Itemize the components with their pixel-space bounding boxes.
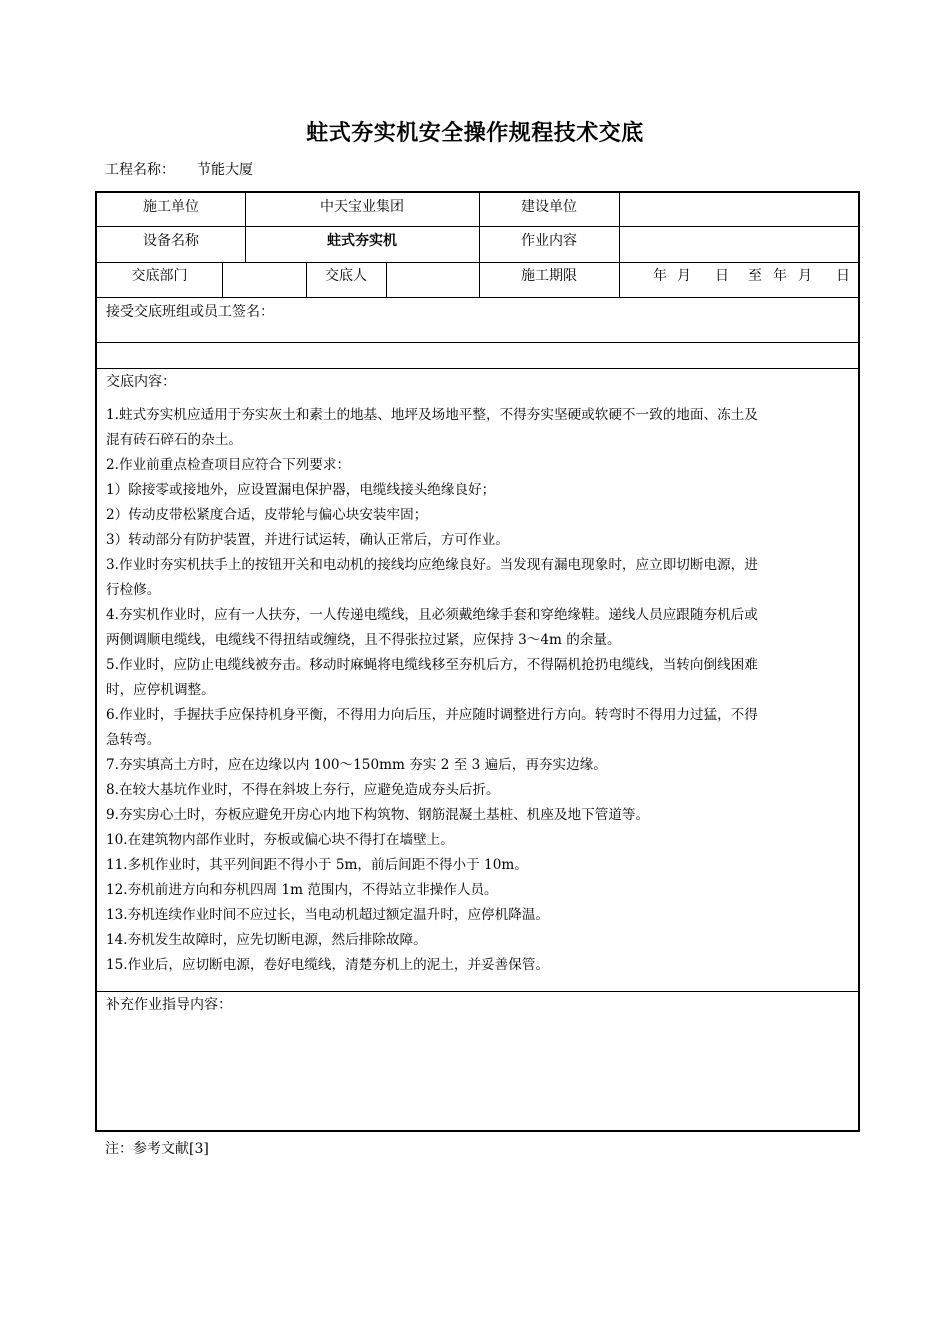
column-divider	[222, 262, 223, 297]
document-title: 蛀式夯实机安全操作规程技术交底	[306, 121, 644, 146]
content-line: 15.作业后，应切断电源，卷好电缆线，清楚夯机上的泥土，并妥善保管。	[106, 957, 550, 973]
discloser-label: 交底人	[325, 268, 367, 284]
row-divider	[97, 262, 858, 263]
project-name-label: 工程名称：	[105, 162, 175, 178]
period-to: 至	[748, 268, 762, 284]
period-day: 日	[836, 268, 850, 284]
supplement-label: 补充作业指导内容：	[106, 997, 232, 1013]
period-month: 月	[798, 268, 812, 284]
content-line: 2.作业前重点检查项目应符合下列要求：	[106, 457, 351, 473]
period-year: 年	[773, 268, 787, 284]
content-list	[106, 403, 854, 978]
content-label: 交底内容：	[106, 374, 176, 390]
equipment-label: 设备名称	[143, 233, 199, 249]
row-divider	[97, 368, 858, 369]
disclosure-table	[95, 191, 860, 1132]
content-line: 行检修。	[106, 582, 161, 598]
content-line: 4.夯实机作业时，应有一人扶夯，一人传递电缆线，且必须戴绝缘手套和穿绝缘鞋。递线人员应跟随夯机后或	[106, 607, 758, 623]
column-divider	[386, 262, 387, 297]
content-line: 急转弯。	[106, 732, 161, 748]
work-content-label: 作业内容	[521, 233, 577, 249]
content-line: 9.夯实房心土时，夯板应避免开房心内地下构筑物、钢筋混凝土基桩、机座及地下管道等。	[106, 807, 650, 823]
row-divider	[97, 342, 858, 343]
period-value	[653, 266, 853, 286]
period-label: 施工期限	[521, 268, 577, 284]
content-line: 8.在较大基坑作业时，不得在斜坡上夯行，应避免造成夯头后折。	[106, 782, 500, 798]
content-line: 6.作业时，手握扶手应保持机身平衡，不得用力向后压，并应随时调整进行方向。转弯时不得用力过猛，不得	[106, 707, 758, 723]
content-line: 11.多机作业时，其平列间距不得小于 5m，前后间距不得小于 10m。	[106, 857, 528, 873]
column-divider	[619, 193, 620, 297]
project-name-value: 节能大厦	[197, 162, 253, 178]
row-divider	[97, 226, 858, 227]
content-line: 3.作业时夯实机扶手上的按钮开关和电动机的接线均应绝缘良好。当发现有漏电现象时，应立即切断电源，进	[106, 557, 758, 573]
construction-unit-value: 中天宝业集团	[320, 199, 404, 215]
period-month: 月	[677, 268, 691, 284]
disclosure-dept-label: 交底部门	[131, 268, 188, 284]
content-line: 5.作业时，应防止电缆线被夯击。移动时麻蝇将电缆线移至夯机后方，不得隔机抢扔电缆线，当转向倒线困难	[106, 657, 758, 673]
reference-note: 注：参考文献[3]	[105, 1141, 209, 1157]
content-line: 混有砖石碎石的杂土。	[106, 432, 242, 448]
sign-label: 接受交底班组或员工签名：	[106, 304, 274, 320]
construction-unit-label: 施工单位	[143, 199, 199, 215]
content-line: 14.夯机发生故障时，应先切断电源，然后排除故障。	[106, 932, 427, 948]
content-line: 3）转动部分有防护装置，并进行试运转，确认正常后，方可作业。	[106, 532, 509, 548]
period-day: 日	[715, 268, 729, 284]
content-line: 两侧调顺电缆线，电缆线不得扭结或缠绕，且不得张拉过紧，应保持 3～4m 的余量。	[106, 632, 621, 648]
content-line: 2）传动皮带松紧度合适，皮带轮与偏心块安装牢固；	[106, 507, 428, 523]
period-year: 年	[653, 268, 667, 284]
row-divider	[97, 991, 858, 992]
owner-unit-label: 建设单位	[521, 199, 577, 215]
content-line: 10.在建筑物内部作业时，夯板或偏心块不得打在墙壁上。	[106, 832, 454, 848]
project-name	[105, 159, 253, 179]
content-line: 7.夯实填高土方时，应在边缘以内 100～150mm 夯实 2 至 3 遍后，再夯实边缘。	[106, 757, 607, 773]
content-line: 时，应停机调整。	[106, 682, 215, 698]
content-line: 13.夯机连续作业时间不应过长，当电动机超过额定温升时，应停机降温。	[106, 907, 550, 923]
content-line: 1）除接零或接地外，应设置漏电保护器，电缆线接头绝缘良好；	[106, 482, 496, 498]
content-line: 1.蛀式夯实机应适用于夯实灰土和素土的地基、地坪及场地平整，不得夯实坚硬或软硬不一致的地面、冻土及	[106, 407, 758, 423]
row-divider	[97, 297, 858, 298]
content-line: 12.夯机前进方向和夯机四周 1m 范围内，不得站立非操作人员。	[106, 882, 498, 898]
equipment-value: 蛀式夯实机	[327, 233, 397, 249]
